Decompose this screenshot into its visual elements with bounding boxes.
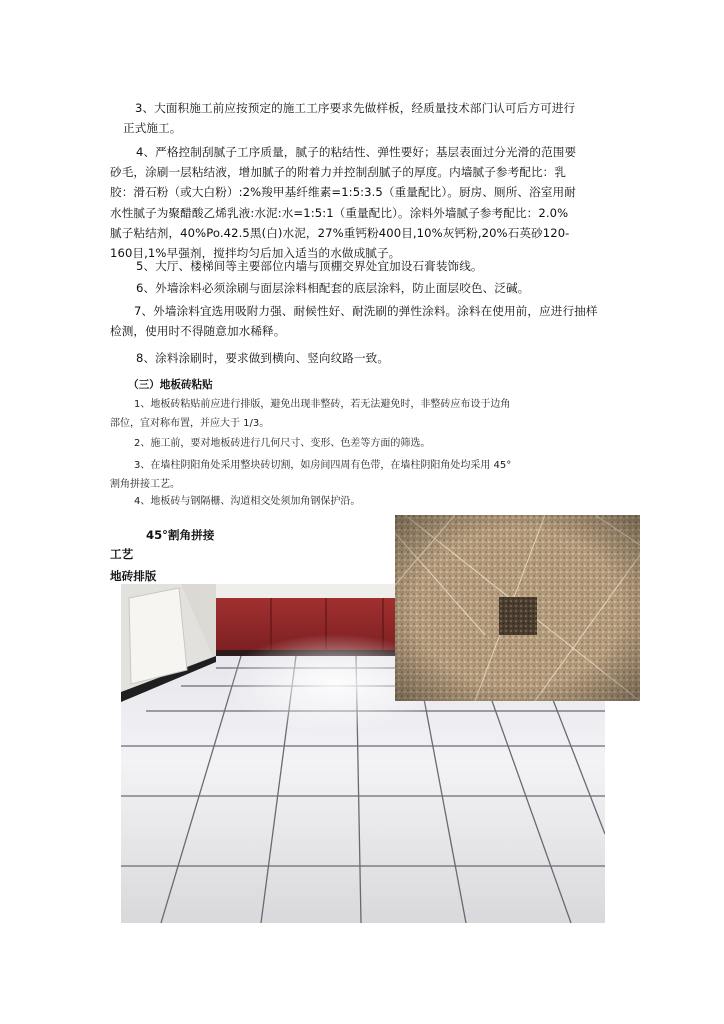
caption-tile-layout: 地砖排版 — [110, 569, 157, 583]
text-line: 4、严格控制刮腻子工序质量，腻子的粘结性、弹性要好；基层表面过分光滑的范围要 — [136, 145, 577, 159]
tile-item-3 — [110, 457, 511, 494]
text-line: 检测，使用时不得随意加水稀释。 — [110, 324, 286, 339]
text-line: 水性腻子为聚醋酸乙烯乳液:水泥:水=1:5:1（重量配比）。涂料外墙腻子参考配比：2.0% — [110, 205, 569, 220]
text-line: 腻子粘结剂，40%Po.42.5黑(白)水泥，27%重钙粉400目,10%灰钙粉,20%石英砂120- — [110, 225, 570, 240]
paragraph-6 — [136, 278, 529, 298]
text-line: 2、施工前，要对地板砖进行几何尺寸、变形、色差等方面的筛选。 — [134, 438, 431, 449]
paragraph-7 — [110, 301, 598, 341]
section-heading: （三）地板砖粘贴 — [128, 379, 213, 391]
text-line: 3、大面积施工前应按预定的施工工序要求先做样板，经质量技术部门认可后方可进行 — [135, 101, 576, 115]
tile-item-4 — [134, 493, 360, 512]
text-line: 6、外墙涂料必须涂刷与面层涂料相配套的底层涂料，防止面层咬色、泛碱。 — [136, 281, 530, 295]
granite-miter-photo — [395, 515, 640, 701]
text-line: 5、大厅、楼梯间等主要部位内墙与顶棚交界处宜加设石膏装饰线。 — [136, 259, 483, 273]
text-line: 3、在墙柱阴阳角处采用整块砖切割，如房间四周有色带，在墙柱阴阳角处均采用 45° — [134, 460, 512, 471]
paragraph-8 — [136, 348, 389, 368]
granite-miter-image — [395, 515, 640, 701]
paragraph-5 — [136, 256, 483, 276]
text-line: 45°割角拼接 — [146, 528, 215, 542]
text-line: 割角拼接工艺。 — [110, 478, 180, 490]
paragraph-4 — [110, 142, 576, 263]
text-line: 7、外墙涂料宜选用吸附力强、耐候性好、耐洗刷的弹性涂料。涂料在使用前，应进行抽样 — [134, 304, 598, 318]
caption-miter-joint — [110, 527, 214, 563]
text-line: 4、地板砖与钢隔栅、沟道相交处须加角钢保护沿。 — [134, 496, 361, 507]
text-line: 160目,1%早强剂，搅拌均匀后加入适当的水做成腻子。 — [110, 246, 401, 261]
tile-item-2 — [134, 435, 430, 454]
text-line: 砂毛，涂刷一层粘结液，增加腻子的附着力并控制刮腻子的厚度。内墙腻子参考配比：乳 — [110, 165, 567, 180]
tile-item-1 — [110, 396, 510, 433]
paragraph-3 — [123, 98, 575, 138]
text-line: 工艺 — [110, 547, 134, 561]
text-line: 1、地板砖粘贴前应进行排版，避免出现非整砖，若无法避免时，非整砖应布设于边角 — [134, 399, 511, 410]
text-line: 胶：滑石粉（或大白粉）:2%羧甲基纤维素=1:5:3.5（重量配比）。厨房、厕所、浴室用耐 — [110, 185, 576, 200]
text-line: 正式施工。 — [123, 121, 182, 136]
text-line: 8、涂料涂刷时，要求做到横向、竖向纹路一致。 — [136, 351, 390, 365]
text-line: 部位，宜对称布置，并应大于 1/3。 — [110, 417, 270, 429]
